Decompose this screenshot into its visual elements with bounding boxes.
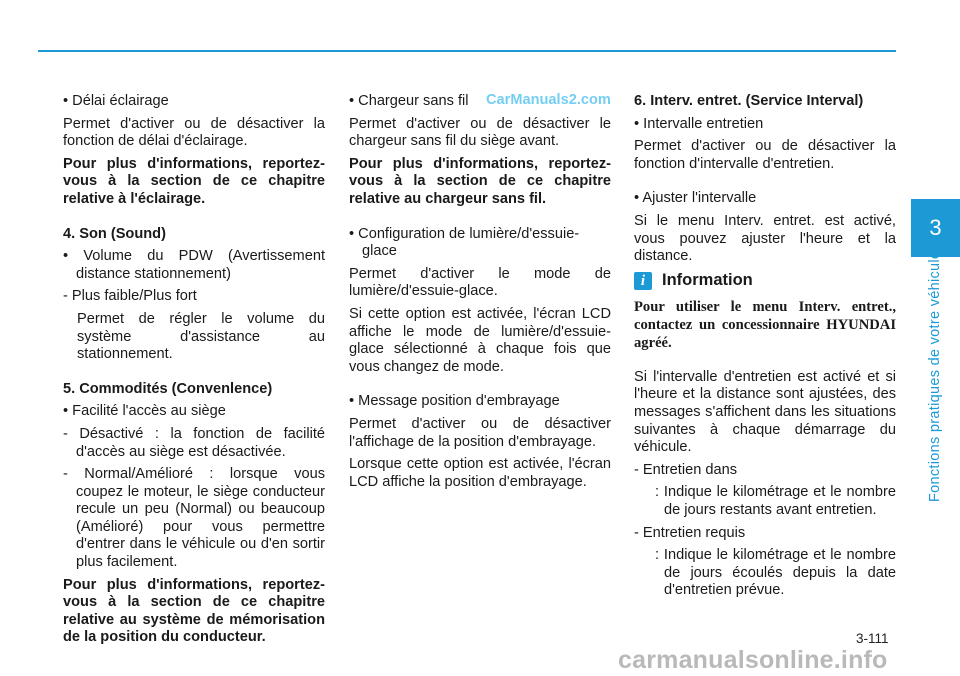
dash-item: - Désactivé : la fonction de facilité d'accès au siège est désactivée. [63, 425, 325, 460]
dash-item: - Entretien dans [634, 461, 738, 478]
watermark-bottom: carmanualsonline.info [618, 646, 888, 674]
bullet-acces-siege: • Facilité l'accès au siège [63, 403, 226, 420]
watermark-top: CarManuals2.com [486, 92, 611, 108]
bullet-lumiere-essuie-glace: • Configuration de lumière/d'essuie-glace [349, 225, 580, 260]
paragraph: Permet de régler le volume du système d'assistance au stationnement. [77, 310, 325, 363]
paragraph: Si cette option est activée, l'écran LCD affiche le mode de lumière/d'essuie-glace sélectionné à chaque fois que vous changez de mode. [349, 305, 611, 375]
chapter-side-title: Fonctions pratiques de votre véhicule [927, 250, 943, 502]
section-heading-sound: 4. Son (Sound) [63, 225, 166, 242]
paragraph: Permet d'activer ou de désactiver l'affichage de la position d'embrayage. [349, 415, 611, 450]
paragraph: Lorsque cette option est activée, l'écran LCD affiche la position d'embrayage. [349, 456, 611, 490]
information-text: Pour utiliser le menu Interv. entret., contactez un concessionnaire HYUNDAI agréé. [634, 298, 896, 351]
bullet-volume-pdw: • Volume du PDW (Avertissement distance stationnement) [63, 248, 325, 282]
top-rule [38, 50, 896, 52]
column-middle [349, 93, 611, 491]
information-title: Information [662, 270, 753, 289]
chapter-tab [911, 199, 960, 257]
section-heading-service: 6. Interv. entret. (Service Interval) [634, 93, 864, 109]
info-icon: i [634, 272, 652, 290]
dash-item: - Entretien requis [634, 524, 746, 541]
reference-note: Pour plus d'informations, reportez-vous à la section de ce chapitre relative à l'éclairage. [63, 155, 325, 207]
paragraph: Permet d'activer le mode de lumière/d'essuie-glace. [349, 265, 611, 300]
paragraph: Si l'intervalle d'entretien est activé et si l'heure et la distance sont ajustées, des messages s'affichent dans les situations suivantes à chaque démarrage du véhicule. [634, 368, 896, 456]
chapter-number: 3 [929, 215, 942, 240]
dash-item: - Plus faible/Plus fort [63, 288, 197, 305]
bullet-ajuster-intervalle: • Ajuster l'intervalle [634, 190, 757, 207]
page-number: 3-111 [856, 631, 889, 646]
bullet-chargeur: • Chargeur sans fil [349, 93, 469, 109]
paragraph: Permet d'activer ou de désactiver la fonction d'intervalle d'entretien. [634, 138, 896, 172]
section-heading-convenience: 5. Commodités (Convenlence) [63, 380, 273, 397]
bullet-delai-eclairage: • Délai éclairage [63, 93, 169, 109]
information-header [634, 272, 896, 290]
paragraph: Permet d'activer ou de désactiver le chargeur sans fil du siège avant. [349, 115, 611, 150]
dash-description: : Indique le kilométrage et le nombre de jours restants avant entretien. [655, 484, 896, 518]
reference-note: Pour plus d'informations, reportez-vous à la section de ce chapitre relative au chargeur sans fil. [349, 155, 611, 207]
paragraph: Si le menu Interv. entret. est activé, vous pouvez ajuster l'heure et la distance. [634, 212, 896, 265]
paragraph: Permet d'activer ou de désactiver la fonction de délai d'éclairage. [63, 115, 325, 150]
dash-item: - Normal/Amélioré : lorsque vous coupez le moteur, le siège conducteur recule un peu (Normal) ou beaucoup (Amélioré) pour vous permettre d'entrer dans le véhicule ou d'en sortir plus facilement. [63, 466, 325, 571]
reference-note: Pour plus d'informations, reportez-vous à la section de ce chapitre relative au système de mémorisation de la position du conducteur. [63, 576, 325, 646]
dash-description: : Indique le kilométrage et le nombre de jours écoulés depuis la date d'entretien prévue. [655, 547, 896, 599]
bullet-intervalle: • Intervalle entretien [634, 115, 764, 132]
column-right [634, 93, 896, 600]
column-left [63, 93, 325, 647]
bullet-message-embrayage: • Message position d'embrayage [349, 393, 560, 410]
